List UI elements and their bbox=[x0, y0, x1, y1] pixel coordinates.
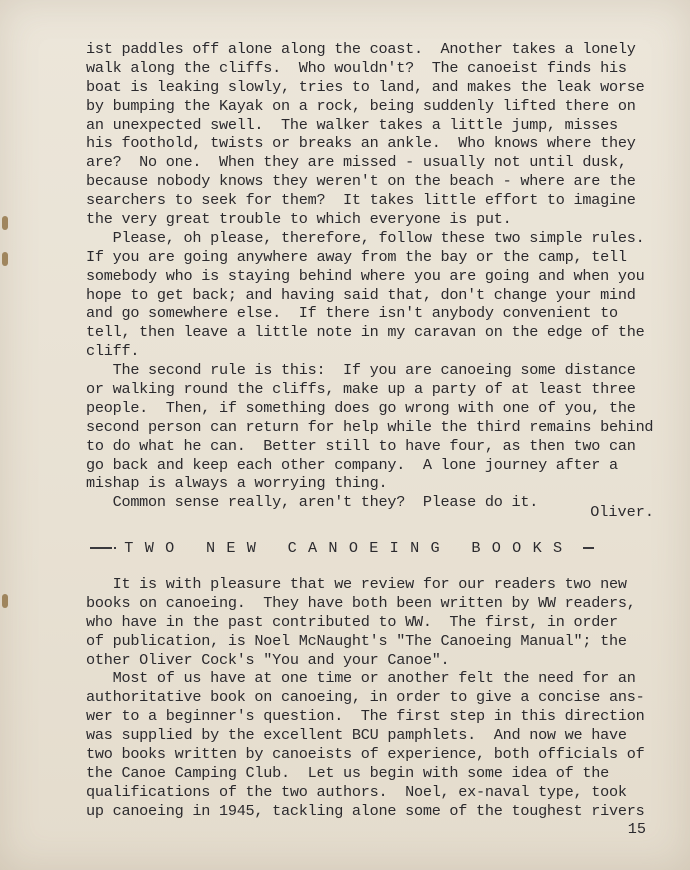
text-line: ist paddles off alone along the coast. Another takes a lonely bbox=[86, 40, 636, 58]
text-line: was supplied by the excellent BCU pamphlets. And now we have bbox=[86, 726, 627, 745]
text-line: cliff. bbox=[86, 342, 140, 361]
text-line: The second rule is this: If you are canoeing some distance bbox=[86, 361, 636, 380]
text-line: authoritative book on canoeing, in order to give a concise ans- bbox=[86, 688, 645, 707]
binding-hole-mark bbox=[2, 216, 8, 230]
text-line: If you are going anywhere away from the bay or the camp, tell bbox=[86, 247, 627, 266]
text-line: qualifications of the two authors. Noel, ex-naval type, took bbox=[86, 782, 627, 801]
text-line: boat is leaking slowly, tries to land, and makes the leak worse bbox=[86, 77, 645, 96]
text-line: to do what he can. Better still to have four, as then two can bbox=[86, 436, 636, 455]
text-line: who have in the past contributed to WW. The first, in order bbox=[86, 612, 618, 631]
text-line: an unexpected swell. The walker takes a little jump, misses bbox=[86, 115, 618, 134]
text-line: somebody who is staying behind where you are going and when you bbox=[86, 266, 645, 285]
text-line: or walking round the cliffs, make up a party of at least three bbox=[86, 380, 636, 399]
text-line: other Oliver Cock's "You and your Canoe". bbox=[86, 650, 450, 669]
text-line: hope to get back; and having said that, don't change your mind bbox=[86, 285, 636, 304]
text-line: searchers to seek for them? It takes little effort to imagine bbox=[86, 191, 636, 210]
binding-hole-mark bbox=[2, 252, 8, 266]
text-line: by bumping the Kayak on a rock, being suddenly lifted there on bbox=[86, 96, 636, 115]
text-line: second person can return for help while the third remains behind bbox=[86, 417, 654, 436]
text-line: mishap is always a worrying thing. bbox=[86, 474, 388, 493]
text-line: go back and keep each other company. A lone journey after a bbox=[86, 455, 618, 474]
text-line: are? No one. When they are missed - usually not until dusk, bbox=[86, 153, 627, 172]
text-line: Common sense really, aren't they? Please do it. bbox=[86, 493, 539, 512]
text-line: Please, oh please, therefore, follow these two simple rules. bbox=[86, 228, 645, 247]
binding-hole-mark bbox=[2, 594, 8, 608]
heading-rule-right bbox=[583, 547, 594, 549]
text-line: wer to a beginner's question. The first step in this direction bbox=[86, 707, 645, 726]
heading-rule-left-short bbox=[114, 547, 116, 549]
text-line: the very great trouble to which everyone is put. bbox=[86, 210, 512, 229]
section-heading-row bbox=[90, 537, 594, 559]
text-line: walk along the cliffs. Who wouldn't? The canoeist finds his bbox=[86, 58, 627, 77]
text-line: because nobody knows they weren't on the beach - where are the bbox=[86, 172, 636, 191]
text-line: books on canoeing. They have both been written by WW readers, bbox=[86, 593, 636, 612]
text-line: the Canoe Camping Club. Let us begin with some idea of the bbox=[86, 763, 609, 782]
heading-rule-left bbox=[90, 547, 112, 549]
text-line: It is with pleasure that we review for our readers two new bbox=[86, 575, 627, 593]
text-line: his foothold, twists or breaks an ankle. Who knows where they bbox=[86, 134, 636, 153]
text-line: tell, then leave a little note in my caravan on the edge of the bbox=[86, 323, 645, 342]
text-line: Most of us have at one time or another felt the need for an bbox=[86, 669, 636, 688]
text-line: people. Then, if something does go wrong with one of you, the bbox=[86, 398, 636, 417]
section-heading: TWO NEW CANOEING BOOKS bbox=[124, 539, 574, 557]
signature: Oliver. bbox=[590, 503, 654, 521]
paragraph-review bbox=[86, 575, 666, 821]
text-line: of publication, is Noel McNaught's "The Canoeing Manual"; the bbox=[86, 631, 627, 650]
paragraph-opening bbox=[86, 40, 666, 512]
text-line: two books written by canoeists of experience, both officials of bbox=[86, 745, 645, 764]
text-line: and go somewhere else. If there isn't anybody convenient to bbox=[86, 304, 618, 323]
page-number: 15 bbox=[627, 820, 646, 838]
text-line: up canoeing in 1945, tackling alone some of the toughest rivers bbox=[86, 801, 645, 820]
